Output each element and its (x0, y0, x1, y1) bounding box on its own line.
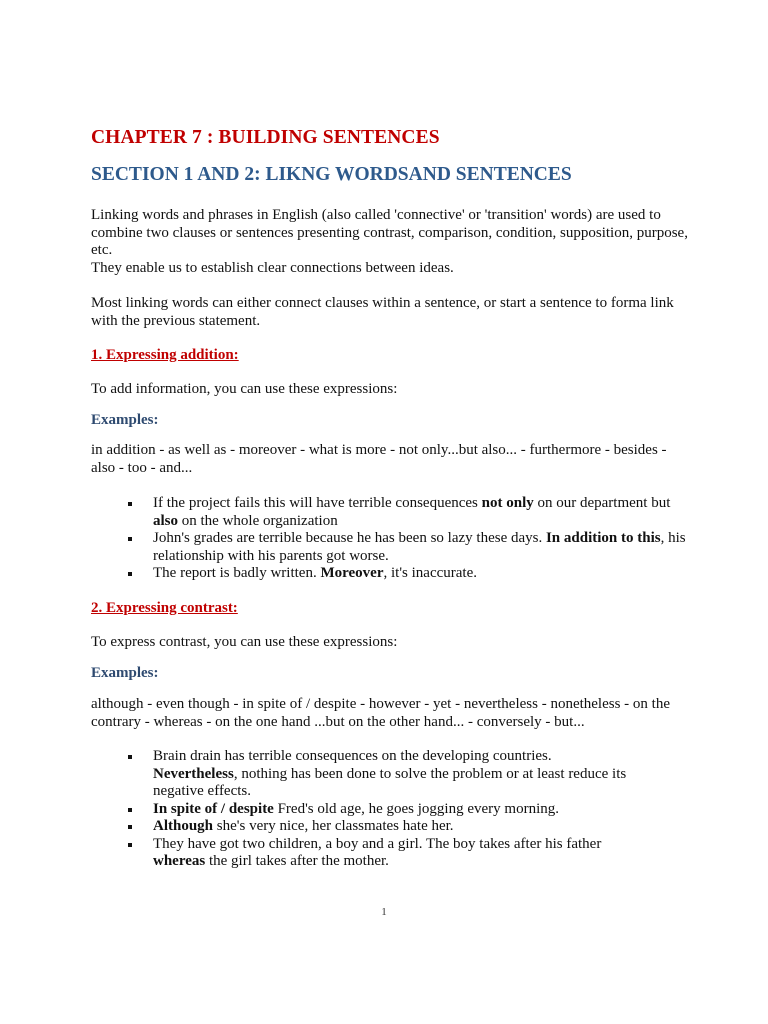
intro-paragraph (91, 207, 691, 277)
section-title: SECTION 1 AND 2: LIKNG WORDSAND SENTENCES (91, 164, 572, 185)
chapter-title: CHAPTER 7 : BUILDING SENTENCES (91, 127, 440, 148)
section-intro-contrast: To express contrast, you can use these expressions: (91, 634, 398, 650)
examples-label-contrast: Examples: (91, 665, 159, 681)
expressions-contrast: although - even though - in spite of / despite - however - yet - nevertheless - nonetheless - on the contrary - whereas - on the one hand ...but on the other hand... - conversely - but... (91, 696, 671, 730)
intro-paragraph-text: Linking words and phrases in English (also called 'connective' or 'transition' words) are used to combine two clauses or sentences presenting contrast, comparison, condition, supposition, purpose, etc. (91, 207, 688, 258)
list-item: John's grades are terrible because he has been so lazy these days. In addition to this, his relationship with his parents got worse. (128, 530, 688, 565)
bullet-icon (128, 755, 132, 759)
bullet-icon (128, 572, 132, 576)
list-item: In spite of / despite Fred's old age, he goes jogging every morning. (128, 801, 628, 819)
section-heading-addition: 1. Expressing addition: (91, 347, 239, 363)
section-heading-contrast: 2. Expressing contrast: (91, 600, 238, 616)
list-item: Brain drain has terrible consequences on the developing countries. Nevertheless, nothing has been done to solve the problem or at least reduce its negative effects. (128, 748, 628, 801)
intro-paragraph-text-2: They enable us to establish clear connections between ideas. (91, 259, 454, 276)
examples-label-addition: Examples: (91, 412, 159, 428)
page-number: 1 (381, 906, 387, 918)
bullet-icon (128, 537, 132, 541)
bullet-icon (128, 825, 132, 829)
section-intro-addition: To add information, you can use these expressions: (91, 381, 398, 397)
list-item: If the project fails this will have terrible consequences not only on our department but also on the whole organization (128, 495, 688, 530)
example-list-addition (128, 495, 688, 583)
intro-paragraph-2: Most linking words can either connect clauses within a sentence, or start a sentence to forma link with the previous statement. (91, 295, 674, 329)
example-list-contrast (128, 748, 628, 871)
bullet-icon (128, 502, 132, 506)
bullet-icon (128, 808, 132, 812)
expressions-addition: in addition - as well as - moreover - what is more - not only...but also... - furthermore - besides - also - too - and... (91, 442, 667, 476)
list-item: They have got two children, a boy and a girl. The boy takes after his father whereas the girl takes after the mother. (128, 836, 628, 871)
list-item: The report is badly written. Moreover, it's inaccurate. (128, 565, 688, 583)
bullet-icon (128, 843, 132, 847)
list-item: Although she's very nice, her classmates hate her. (128, 818, 628, 836)
